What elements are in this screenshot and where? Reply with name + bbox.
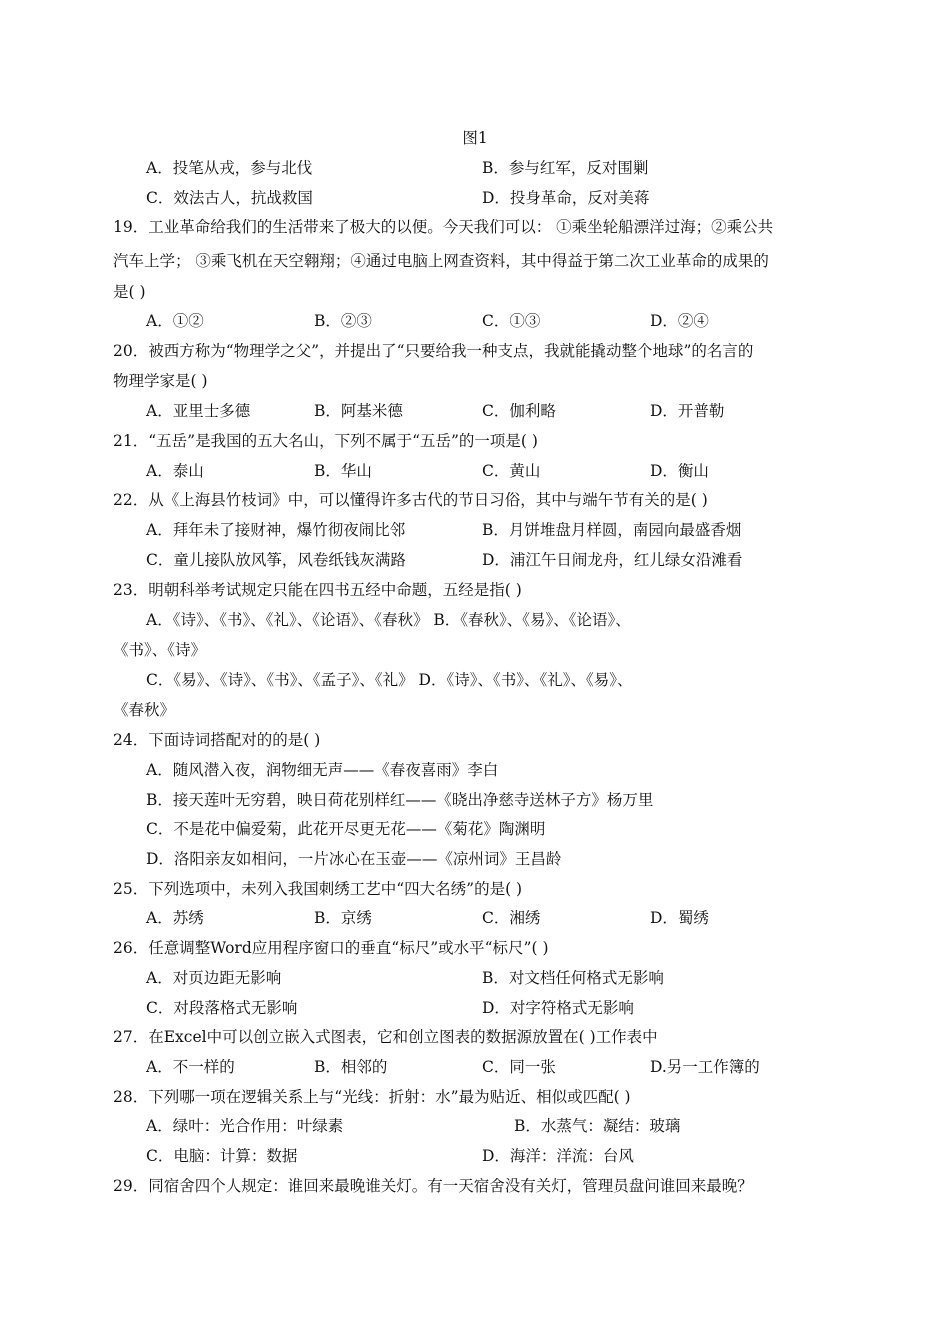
q19-option-b: B．②③: [314, 312, 372, 330]
q26-option-d: D．对字符格式无影响: [482, 999, 634, 1017]
q25-option-c: C．湘绣: [482, 909, 541, 927]
q27-option-c: C．同一张: [482, 1058, 556, 1076]
q26-stem: 26．任意调整Word应用程序窗口的垂直“标尺”或水平“标尺”( ): [113, 939, 549, 957]
q23-stem: 23．明朝科举考试规定只能在四书五经中命题，五经是指( ): [113, 581, 522, 599]
q19-option-c: C．①③: [482, 312, 541, 330]
q20-stem-line-2: 物理学家是( ): [113, 372, 208, 390]
q28-option-a: A．绿叶：光合作用：叶绿素: [146, 1117, 344, 1135]
q25-option-a: A．苏绣: [146, 909, 204, 927]
q24-stem: 24．下面诗词搭配对的的是( ): [113, 731, 321, 749]
q21-stem: 21．“五岳”是我国的五大名山，下列不属于“五岳”的一项是( ): [113, 432, 538, 450]
q20-option-a: A．亚里士多德: [146, 402, 251, 420]
q23-options-line-3: C．《易》、《诗》、《书》、《孟子》、《礼》 D．《诗》、《书》、《礼》、《易》、: [146, 671, 633, 689]
q20-option-b: B．阿基米德: [314, 402, 403, 420]
q23-options-line-4: 《春秋》: [113, 701, 176, 719]
q22-option-b: B．月饼堆盘月样圆，南园向最盛香烟: [482, 521, 742, 539]
q26-option-c: C．对段落格式无影响: [146, 999, 298, 1017]
q19-stem-line-3: 是( ): [113, 283, 146, 301]
q21-option-a: A．泰山: [146, 462, 204, 480]
q20-option-c: C．伽利略: [482, 402, 556, 420]
q19-option-d: D．②④: [650, 312, 709, 330]
q18-option-c: C．效法古人，抗战救国: [146, 189, 313, 207]
q27-option-b: B．相邻的: [314, 1058, 388, 1076]
q19-stem-line-2: 汽车上学； ③乘飞机在天空翱翔；④通过电脑上网查资料，其中得益于第二次工业革命的成果的: [113, 252, 769, 270]
q18-option-b: B．参与红军，反对围剿: [482, 159, 649, 177]
q24-option-d: D．洛阳亲友如相问，一片冰心在玉壶——《凉州词》王昌龄: [146, 850, 562, 868]
q21-option-d: D．衡山: [650, 462, 709, 480]
q24-option-a: A．随风潜入夜，润物细无声——《春夜喜雨》李白: [146, 761, 499, 779]
q25-option-b: B．京绣: [314, 909, 372, 927]
q22-option-a: A．拜年未了接财神，爆竹彻夜闹比邻: [146, 521, 406, 539]
q21-option-b: B．华山: [314, 462, 372, 480]
q29-stem: 29．同宿舍四个人规定：谁回来最晚谁关灯。有一天宿舍没有关灯，管理员盘问谁回来最晚？: [113, 1177, 753, 1195]
q18-option-d: D．投身革命，反对美蒋: [482, 189, 650, 207]
q28-option-d: D．海洋：洋流：台风: [482, 1147, 634, 1165]
q26-option-b: B．对文档任何格式无影响: [482, 969, 664, 987]
q23-options-line-2: 《书》、《诗》: [113, 641, 207, 659]
q20-option-d: D．开普勒: [650, 402, 725, 420]
q22-stem: 22．从《上海县竹枝词》中，可以懂得许多古代的节日习俗，其中与端午节有关的是( ): [113, 491, 708, 509]
q22-option-d: D．浦江午日闹龙舟，红儿绿女沿滩看: [482, 551, 743, 569]
q28-stem: 28．下列哪一项在逻辑关系上与“光线：折射：水”最为贴近、相似或匹配( ): [113, 1088, 631, 1106]
q27-stem: 27．在Excel中可以创立嵌入式图表，它和创立图表的数据源放置在( )工作表中: [113, 1028, 658, 1046]
q24-option-c: C．不是花中偏爱菊，此花开尽更无花——《菊花》陶渊明: [146, 820, 546, 838]
q25-option-d: D．蜀绣: [650, 909, 709, 927]
q24-option-b: B．接天莲叶无穷碧，映日荷花别样红——《晓出净慈寺送林子方》杨万里: [146, 791, 654, 809]
q20-stem-line-1: 20．被西方称为“物理学之父”，并提出了“只要给我一种支点，我就能撬动整个地球”的名言的: [113, 342, 754, 360]
figure-caption: 图1: [462, 129, 488, 147]
q19-stem-line-1: 19．工业革命给我们的生活带来了极大的以便。今天我们可以： ①乘坐轮船漂洋过海；②乘公共: [113, 218, 774, 236]
q21-option-c: C．黄山: [482, 462, 541, 480]
q28-option-b: B．水蒸气：凝结：玻璃: [514, 1117, 681, 1135]
q28-option-c: C．电脑：计算：数据: [146, 1147, 298, 1165]
q23-options-line-1: A．《诗》、《书》、《礼》、《论语》、《春秋》 B．《春秋》、《易》、《论语》、: [146, 611, 631, 629]
q22-option-c: C．童儿接队放风筝，风卷纸钱灰满路: [146, 551, 406, 569]
q26-option-a: A．对页边距无影响: [146, 969, 282, 987]
q19-option-a: A．①②: [146, 312, 204, 330]
q25-stem: 25．下列选项中，未列入我国刺绣工艺中“四大名绣”的是( ): [113, 880, 523, 898]
q27-option-a: A．不一样的: [146, 1058, 235, 1076]
q27-option-d: D.另一工作簿的: [650, 1058, 760, 1076]
q18-option-a: A．投笔从戎，参与北伐: [146, 159, 313, 177]
